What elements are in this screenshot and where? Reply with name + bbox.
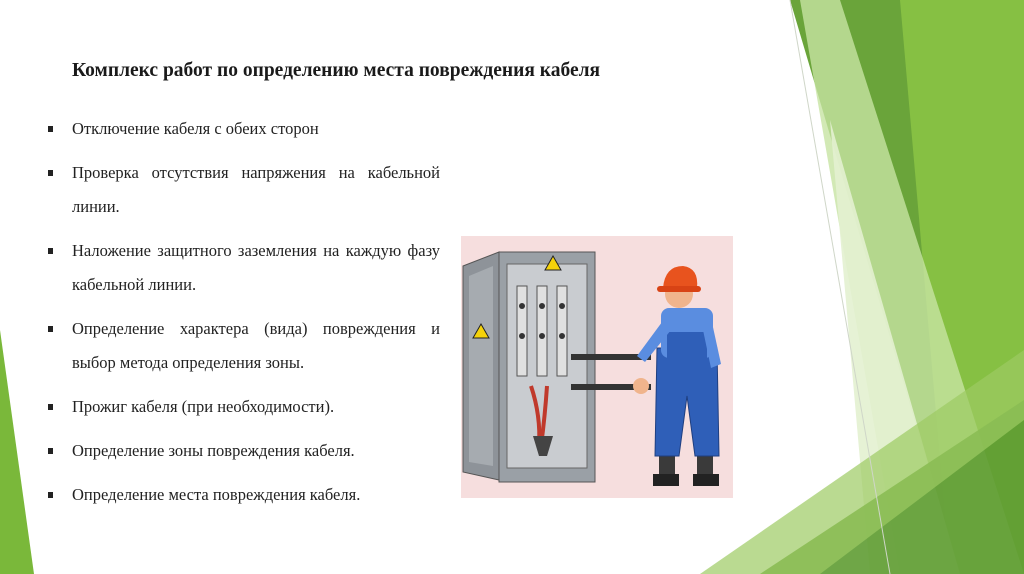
- bullet-square-icon: [48, 126, 53, 132]
- list-item: [48, 390, 440, 424]
- bullet-square-icon: [48, 448, 53, 454]
- bullet-square-icon: [48, 326, 53, 332]
- bullet-square-icon: [48, 404, 53, 410]
- list-item-text: Проверка отсутствия напряжения на кабельной линии.: [72, 163, 440, 216]
- slide-title: Комплекс работ по определению места повреждения кабеля: [72, 60, 601, 81]
- list-item-text: Определение места повреждения кабеля.: [72, 485, 361, 504]
- list-item: [48, 434, 440, 468]
- list-item-text: Отключение кабеля с обеих сторон: [72, 119, 319, 138]
- list-item: [48, 156, 440, 224]
- list-item-text: Определение зоны повреждения кабеля.: [72, 441, 355, 460]
- bullet-square-icon: [48, 248, 53, 254]
- list-item-text: Наложение защитного заземления на каждую фазу кабельной линии.: [72, 241, 440, 294]
- list-item: [48, 478, 440, 512]
- bullet-square-icon: [48, 170, 53, 176]
- list-item-text: Прожиг кабеля (при необходимости).: [72, 397, 335, 416]
- list-item: [48, 312, 440, 380]
- deco-shape-left: [0, 330, 34, 574]
- worker-cabinet-illustration: [461, 236, 733, 498]
- list-item: [48, 234, 440, 302]
- bullet-list: [48, 112, 440, 522]
- bullet-square-icon: [48, 492, 53, 498]
- list-item-text: Определение характера (вида) повреждения и выбор метода определения зоны.: [72, 319, 440, 372]
- list-item: [48, 112, 440, 146]
